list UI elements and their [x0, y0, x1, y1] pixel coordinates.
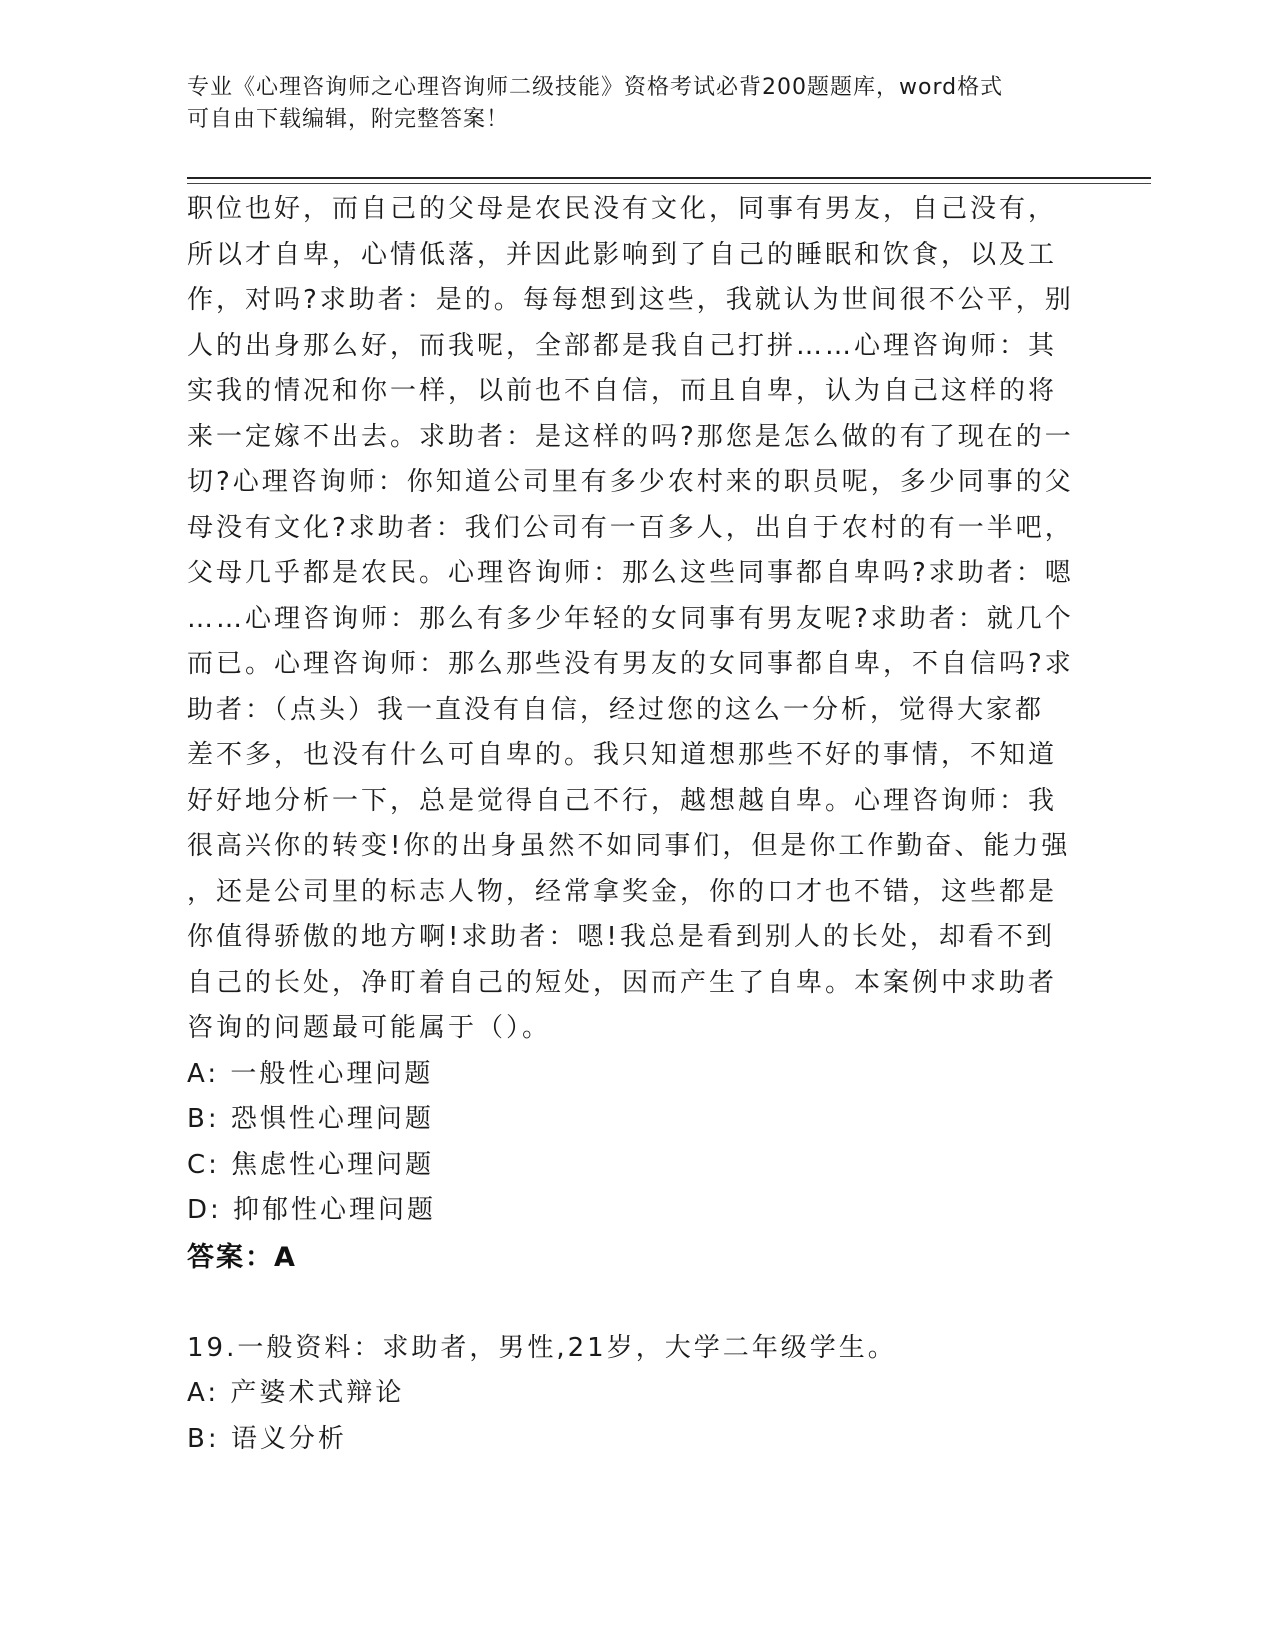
passage-line: 助者：（点头）我一直没有自信，经过您的这么一分析，觉得大家都: [187, 694, 1045, 725]
question-19: [187, 1326, 1087, 1463]
header-divider-thin: [187, 183, 1151, 184]
question-18-options: [187, 1052, 1087, 1234]
passage-line: 而已。心理咨询师：那么那些没有男友的女同事都自卑，不自信吗?求: [187, 649, 1074, 679]
passage-line: 好好地分析一下，总是觉得自己不行，越想越自卑。心理咨询师：我: [187, 785, 1058, 816]
passage-line: 差不多，也没有什么可自卑的。我只知道想那些不好的事情，不知道: [187, 740, 1058, 770]
question-18-passage: [187, 187, 1087, 1052]
option-b: B: 恐惧性心理问题: [187, 1104, 434, 1134]
passage-line: ……心理咨询师：那么有多少年轻的女同事有男友呢?求助者：就几个: [187, 603, 1074, 634]
question-19-stem: 19.一般资料：求助者，男性,21岁，大学二年级学生。: [187, 1332, 897, 1363]
question-18-answer: 答案：A: [187, 1241, 297, 1273]
header-divider-thick: [187, 177, 1151, 179]
option-c: C: 焦虑性心理问题: [187, 1149, 435, 1180]
option-a: A: 产婆术式辩论: [187, 1378, 405, 1408]
passage-line: 自己的长处，净盯着自己的短处，因而产生了自卑。本案例中求助者: [187, 967, 1058, 998]
passage-line: 你值得骄傲的地方啊!求助者：嗯!我总是看到别人的长处，却看不到: [187, 922, 1055, 952]
passage-line: 咨询的问题最可能属于（）。: [187, 1013, 552, 1043]
passage-line: 很高兴你的转变!你的出身虽然不如同事们，但是你工作勤奋、能力强: [187, 831, 1071, 861]
passage-line: 来一定嫁不出去。求助者：是这样的吗?那您是怎么做的有了现在的一: [187, 421, 1074, 452]
passage-line: 母没有文化?求助者：我们公司有一百多人，出自于农村的有一半吧，: [187, 512, 1074, 543]
passage-line: 人的出身那么好，而我呢，全部都是我自己打拼……心理咨询师：其: [187, 330, 1058, 361]
option-d: D: 抑郁性心理问题: [187, 1195, 437, 1225]
document-header: [187, 72, 1067, 136]
question-spacer: [187, 1282, 1087, 1326]
passage-line: 职位也好，而自己的父母是农民没有文化，同事有男友，自己没有，: [187, 194, 1058, 224]
header-title-line-1: 专业《心理咨询师之心理咨询师二级技能》资格考试必背200题题库，word格式: [187, 75, 1004, 100]
option-a: A: 一般性心理问题: [187, 1058, 434, 1089]
document-body: [187, 187, 1087, 1462]
passage-line: 作，对吗?求助者：是的。每每想到这些，我就认为世间很不公平，别: [187, 285, 1074, 315]
passage-line: 切?心理咨询师：你知道公司里有多少农村来的职员呢，多少同事的父: [187, 467, 1074, 497]
passage-line: 所以才自卑，心情低落，并因此影响到了自己的睡眠和饮食，以及工: [187, 239, 1058, 270]
passage-line: 实我的情况和你一样，以前也不自信，而且自卑，认为自己这样的将: [187, 376, 1058, 406]
passage-line: 父母几乎都是农民。心理咨询师：那么这些同事都自卑吗?求助者：嗯: [187, 558, 1074, 588]
passage-line: ，还是公司里的标志人物，经常拿奖金，你的口才也不错，这些都是: [187, 876, 1058, 907]
header-title-line-2: 可自由下载编辑，附完整答案！: [187, 107, 510, 132]
option-b: B: 语义分析: [187, 1423, 347, 1454]
